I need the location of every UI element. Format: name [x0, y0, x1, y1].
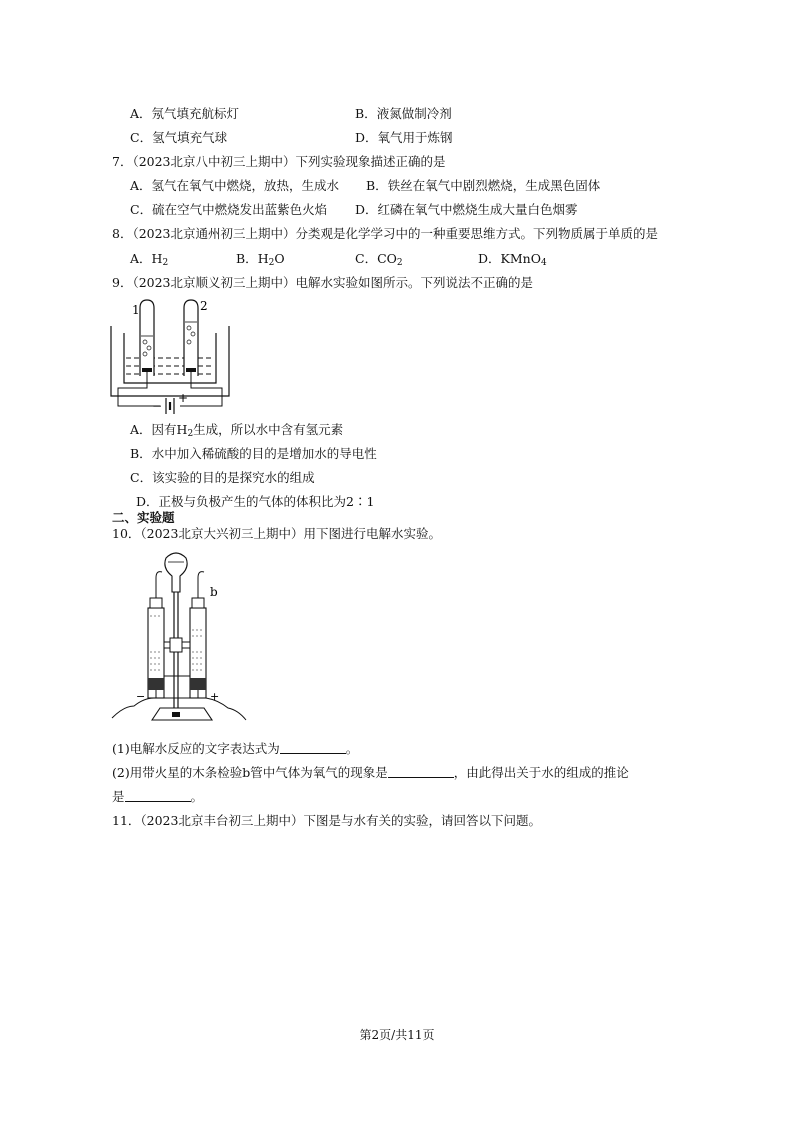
q10-sub2-answer-blank-1[interactable]	[388, 765, 454, 778]
q7-option-a: A．氢气在氧气中燃烧，放热，生成水	[130, 178, 340, 193]
minus-label: −	[136, 690, 146, 703]
q9-option-d: D．正极与负极产生的气体的体积比为2∶1	[136, 494, 375, 509]
q10-sub1: (1)电解水反应的文字表达式为 。	[112, 741, 359, 756]
q10-hofmann-apparatus-figure	[110, 548, 250, 730]
reservoir-funnel	[165, 553, 187, 592]
water	[126, 358, 214, 374]
battery-plus-label: +	[178, 391, 189, 405]
left-electrode	[148, 678, 164, 690]
tube-b-label: b	[210, 585, 218, 599]
section-title-experiment: 二、实验题	[112, 510, 175, 525]
q10-sub2: (2)用带火星的木条检验b管中气体为氧气的现象是 ，由此得出关于水的组成的推论	[112, 765, 629, 780]
stand-base	[152, 708, 212, 720]
q9-option-c: C．该实验的目的是探究水的组成	[130, 470, 315, 485]
q6-option-b: B．液氮做制冷剂	[355, 106, 452, 121]
q8-option-a: A．$H_2$	[130, 251, 169, 268]
q10-stem: 10．（2023北京大兴初三上期中）用下图进行电解水实验。	[112, 526, 441, 541]
q9-option-a: A．因有$H_2$生成，所以水中含有氢元素	[130, 422, 344, 439]
trough-outer	[111, 326, 229, 396]
right-electrode	[190, 678, 206, 690]
q6-option-d: D．氧气用于炼钢	[355, 130, 453, 145]
q6-option-a: A．氖气填充航标灯	[130, 106, 240, 121]
q8-option-d: D．KMnO$_4$	[478, 251, 547, 268]
q8-stem: 8．（2023北京通州初三上期中）分类观是化学学习中的一种重要思维方式。下列物质属于单质的是	[112, 226, 659, 241]
q11-stem: 11．（2023北京丰台初三上期中）下图是与水有关的实验，请回答以下问题。	[112, 813, 541, 828]
electrode-1	[142, 368, 152, 372]
tube-2-label: 2	[200, 299, 208, 313]
q9-stem: 9．（2023北京顺义初三上期中）电解水实验如图所示。下列说法不正确的是	[112, 275, 534, 290]
q7-option-d: D．红磷在氧气中燃烧生成大量白色烟雾	[355, 202, 578, 217]
q7-option-c: C．硫在空气中燃烧发出蓝紫色火焰	[130, 202, 328, 217]
q6-option-c: C．氢气填充气球	[130, 130, 228, 145]
q10-sub2-answer-blank-2[interactable]	[125, 789, 191, 802]
q7-option-b: B．铁丝在氧气中剧烈燃烧，生成黑色固体	[366, 178, 601, 193]
plus-label: +	[210, 690, 220, 703]
tube-1	[140, 300, 154, 376]
q9-electrolysis-figure	[108, 296, 238, 414]
battery-minus-label: −	[152, 399, 163, 413]
q10-sub2-continued: 是 。	[112, 789, 204, 804]
page-number-footer: 第2页/共11页	[359, 1028, 435, 1042]
q8-option-b: B．$H_2O$	[236, 251, 285, 268]
q9-option-b: B．水中加入稀硫酸的目的是增加水的导电性	[130, 446, 377, 461]
tube-1-label: 1	[132, 303, 140, 317]
q10-sub1-answer-blank[interactable]	[280, 741, 346, 754]
tube-2	[184, 300, 198, 376]
q7-stem: 7．（2023北京八中初三上期中）下列实验现象描述正确的是	[112, 154, 446, 169]
electrode-2	[186, 368, 196, 372]
q8-option-c: C．$CO_2$	[355, 251, 403, 268]
